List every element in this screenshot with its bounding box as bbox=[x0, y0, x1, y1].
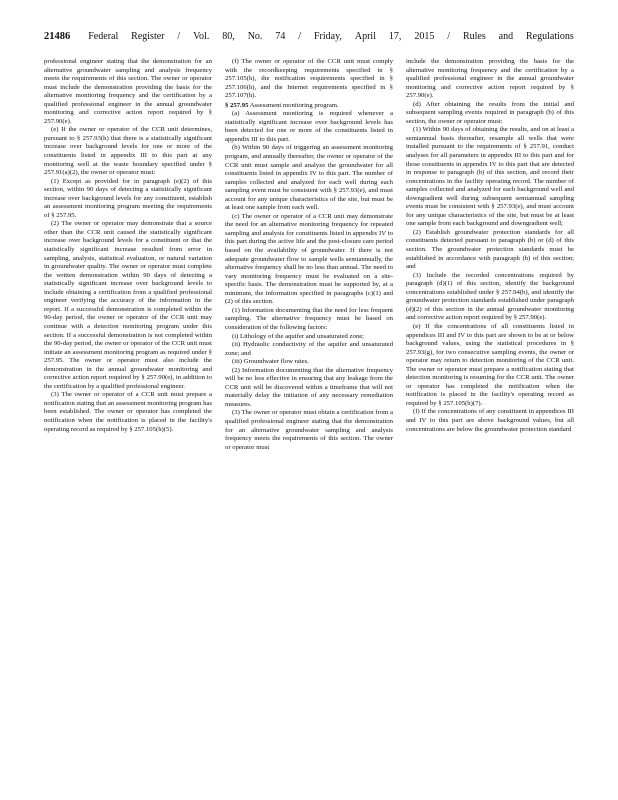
list-item: (iii) Groundwater flow rates. bbox=[232, 358, 309, 366]
header-word: / bbox=[177, 31, 181, 42]
paragraph: (2) Establish groundwater protection standards for all constituents detected pursuant to paragraph (b) or (d) of this section. The groundwater protection standards must be established in accordance with paragraph (h) of this section; and bbox=[406, 228, 574, 271]
paragraph: (d) After obtaining the results from the initial and subsequent sampling events required in paragraph (b) of this section, the owner or operator must: bbox=[406, 100, 574, 125]
paragraph: (1) Within 90 days of obtaining the results, and on at least a semiannual basis thereafter, resample all wells that were installed pursuant to the requirements of § 257.91, conduct analyses for all parameters in appendix III to this part and for those constituents in appendix IV to this part that are detected in response to paragraph (b) of this section, and record their concentrations in the facility operating record. The number of samples collected and analyzed for each background well and downgradient well during subsequent semiannual sampling events must be consistent with § 257.93(e), and must account for any unique characteristics of the site, but must be at least one sample from each background and downgradient well; bbox=[406, 126, 574, 228]
header-word: Rules bbox=[462, 31, 486, 42]
paragraph: (3) The owner or operator must obtain a certification from a qualified professional engineer stating that the demonstration for an alternative groundwater sampling and analysis frequency meets the requirements of this section. The owner or operator must bbox=[225, 409, 393, 451]
paragraph: (3) Include the recorded concentrations required by paragraph (d)(1) of this section, identify the background concentrations established under § 257.94(b), and identify the groundwater protection standards established under paragraph (d)(2) of this section in the annual groundwater monitoring and corrective action report required by § 257.90(e). bbox=[406, 271, 574, 322]
paragraph: (2) The owner or operator may demonstrate that a source other than the CCR unit caused the statistically significant increase over background levels for a constituent or that the statistically significant increase resulted from error in sampling, analysis, statistical evaluation, or natural variation in groundwater quality. The owner or operator must complete the written demonstration within 90 days of detecting a statistically significant increase over background levels to include obtaining a certification from a qualified professional engineer verifying the accuracy of the information in the report. If a successful demonstration is completed within the 90-day period, the owner or operator of the CCR unit may continue with a detection monitoring program under this section. If a successful demonstration is not completed within the 90-day period, the owner or operator of the CCR unit must initiate an assessment monitoring program as required under § 257.95. The owner or operator must also include the demonstration in the annual groundwater monitoring and corrective action report required by § 257.90(e), in addition to the certification by a qualified professional engineer. bbox=[44, 220, 212, 390]
text-column-left bbox=[44, 58, 212, 790]
header-word: Friday, bbox=[313, 31, 342, 42]
paragraph: (1) Information documenting that the need for less frequent sampling. The alternative frequency must be based on consideration of the following factors: bbox=[225, 306, 393, 331]
section-title: Assessment monitoring program. bbox=[248, 101, 339, 109]
page-number: 21486 bbox=[44, 31, 71, 42]
header-word: Regulations bbox=[526, 31, 574, 42]
text-column-right bbox=[406, 58, 574, 790]
header-word: / bbox=[298, 31, 302, 42]
paragraph: (e) If the owner or operator of the CCR unit determines, pursuant to § 257.93(h) that there is a statistically significant increase over background levels for one or more of the constituents listed in appendix III to this part at any monitoring well at the waste boundary specified under § 257.91(a)(2), the owner or operator must: bbox=[44, 126, 212, 177]
paragraph: (e) If the concentrations of all constituents listed in appendices III and IV to this part are shown to be at or below background values, using the statistical procedures in § 257.93(g), for two consecutive sampling events, the owner or operator may return to detection monitoring of the CCR unit. The owner or operator must prepare a notification stating that detection monitoring is resuming for the CCR unit. The owner or operator has completed the notification when the notification is placed in the facility's operating record as required by § 257.105(h)(7). bbox=[406, 322, 574, 407]
header-word: April bbox=[354, 31, 376, 42]
text-column-middle bbox=[225, 58, 393, 790]
header-word: Register bbox=[131, 31, 165, 42]
header-word: Vol. bbox=[193, 31, 210, 42]
header-word: 80, bbox=[222, 31, 235, 42]
paragraph: (3) The owner or operator of a CCR unit must prepare a notification stating that an assessment monitoring program has been established. The owner or operator has completed the notification when the notification is placed in the facility's operating record as required by § 257.105(h)(5). bbox=[44, 391, 212, 433]
header-word: and bbox=[498, 31, 514, 42]
section-heading bbox=[225, 102, 393, 111]
paragraph: (b) Within 90 days of triggering an assessment monitoring program, and annually thereafter, the owner or operator of the CCR unit must sample and analyze the groundwater for all constituents listed in appendix IV to this part. The number of samples collected and analyzed for each well during each sampling event must be consistent with § 257.93(e), and must account for any unique characteristics of the site, but must be at least one sample from each well. bbox=[225, 144, 393, 212]
header-word: / bbox=[447, 31, 451, 42]
header-word: 74 bbox=[275, 31, 286, 42]
section-number: § 257.95 bbox=[225, 101, 249, 109]
header-word: 2015 bbox=[414, 31, 435, 42]
list-item: (ii) Hydraulic conductivity of the aquifer and unsaturated zone; and bbox=[225, 341, 393, 357]
paragraph: (1) Except as provided for in paragraph (e)(2) of this section, within 90 days of detecting a statistically significant increase over background levels for any constituent, establish an assessment monitoring program meeting the requirements of § 257.95. bbox=[44, 177, 212, 219]
header-word: 17, bbox=[388, 31, 402, 42]
paragraph: (a) Assessment monitoring is required whenever a statistically significant increase over background levels has been detected for one or more of the constituents listed in appendix III to this part. bbox=[225, 110, 393, 143]
list-item: (i) Lithology of the aquifer and unsaturated zone; bbox=[232, 332, 365, 340]
paragraph: (c) The owner or operator of a CCR unit may demonstrate the need for an alternative monitoring frequency for repeated sampling and analysis for constituents listed in appendix IV to this part during the active life and the post-closure care period based on the availability of groundwater. If there is not adequate groundwater flow to sample wells semiannually, the alternative frequency shall be no less than annual. The need to vary monitoring frequency must be evaluated on a site-specific basis. The demonstration must be supported by, at a minimum, the information specified in paragraphs (c)(1) and (2) of this section. bbox=[225, 212, 393, 306]
paragraph: include the demonstration providing the basis for the alternative monitoring frequency and the certification by a qualified professional engineer in the annual groundwater monitoring and corrective action report required by § 257.90(e). bbox=[406, 58, 574, 100]
paragraph: (2) Information documenting that the alternative frequency will be no less effective in ensuring that any leakage from the CCR unit will be discovered within a timeframe that will not materially delay the initiation of any necessary remediation measures. bbox=[225, 366, 393, 408]
publication-line bbox=[88, 31, 574, 42]
paragraph: (f) The owner or operator of the CCR unit must comply with the recordkeeping requirements specified in § 257.105(h), the notification requirements specified in § 257.106(h), and the Internet requirements specified in § 257.107(h). bbox=[225, 58, 393, 100]
paragraph: (f) If the concentrations of any constituent in appendices III and IV to this part are above background values, but all concentrations are below the groundwater protection standard bbox=[406, 408, 574, 433]
paragraph: professional engineer stating that the demonstration for an alternative groundwater sampling and analysis frequency meets the requirements of this section. The owner or operator must include the demonstration providing the basis for the alternative monitoring frequency and the certification by a qualified professional engineer in the annual groundwater monitoring and corrective action report required by § 257.90(e). bbox=[44, 58, 212, 125]
header-word: No. bbox=[247, 31, 263, 42]
header-word: Federal bbox=[88, 31, 119, 42]
running-header bbox=[44, 31, 574, 45]
